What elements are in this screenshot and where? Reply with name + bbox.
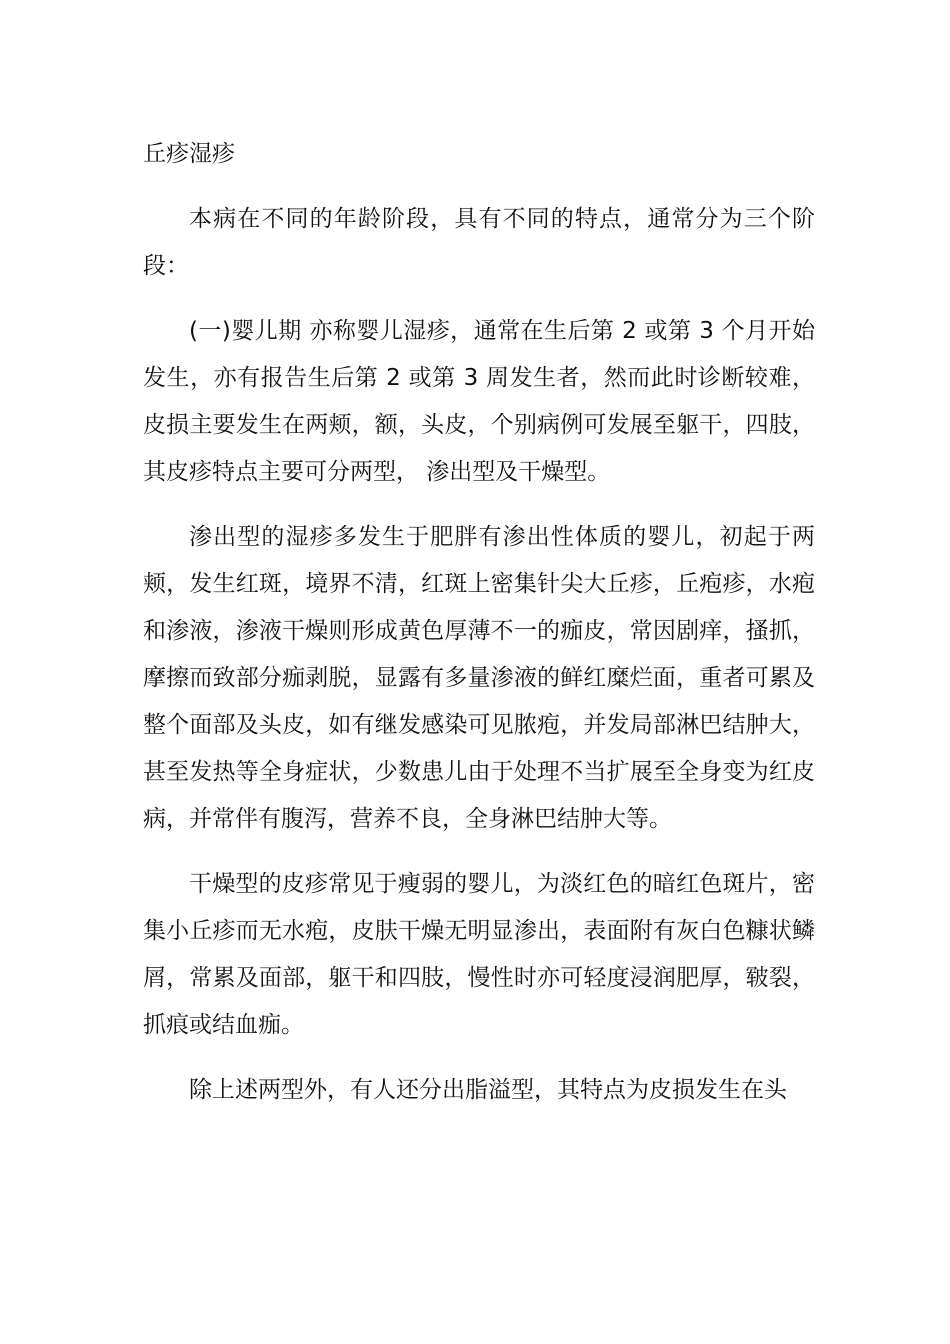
paragraph-infant-stage: (一)婴儿期 亦称婴儿湿疹，通常在生后第 2 或第 3 个月开始发生，亦有报告生后第 2 或第 3 周发生者，然而此时诊断较难，皮损主要发生在两颊，额，头皮，个别病例可发展至躯干，四肢，其皮疹特点主要可分两型， 渗出型及干燥型。 <box>143 318 815 485</box>
paragraph-intro: 本病在不同的年龄阶段，具有不同的特点，通常分为三个阶段： <box>143 206 815 279</box>
paragraph-exudative-type: 渗出型的湿疹多发生于肥胖有渗出性体质的婴儿，初起于两颊，发生红斑，境界不清，红斑上密集针尖大丘疹，丘疱疹，水疱和渗液，渗液干燥则形成黄色厚薄不一的痂皮，常因剧痒，搔抓，摩擦而致部分痂剥脱，显露有多量渗液的鲜红糜烂面，重者可累及整个面部及头皮，如有继发感染可见脓疱，并发局部淋巴结肿大，甚至发热等全身症状，少数患儿由于处理不当扩展至全身变为红皮病，并常伴有腹泻，营养不良，全身淋巴结肿大等。 <box>143 524 815 832</box>
paragraph-dry-type: 干燥型的皮疹常见于瘦弱的婴儿，为淡红色的暗红色斑片，密集小丘疹而无水疱，皮肤干燥无明显渗出，表面附有灰白色糠状鳞屑，常累及面部，躯干和四肢，慢性时亦可轻度浸润肥厚，皲裂，抓痕或结血痂。 <box>143 871 815 1038</box>
document-body <box>143 131 815 1132</box>
document-title: 丘疹湿疹 <box>143 141 235 167</box>
paragraph-seborrheic-type: 除上述两型外，有人还分出脂溢型，其特点为皮损发生在头 <box>189 1077 787 1103</box>
